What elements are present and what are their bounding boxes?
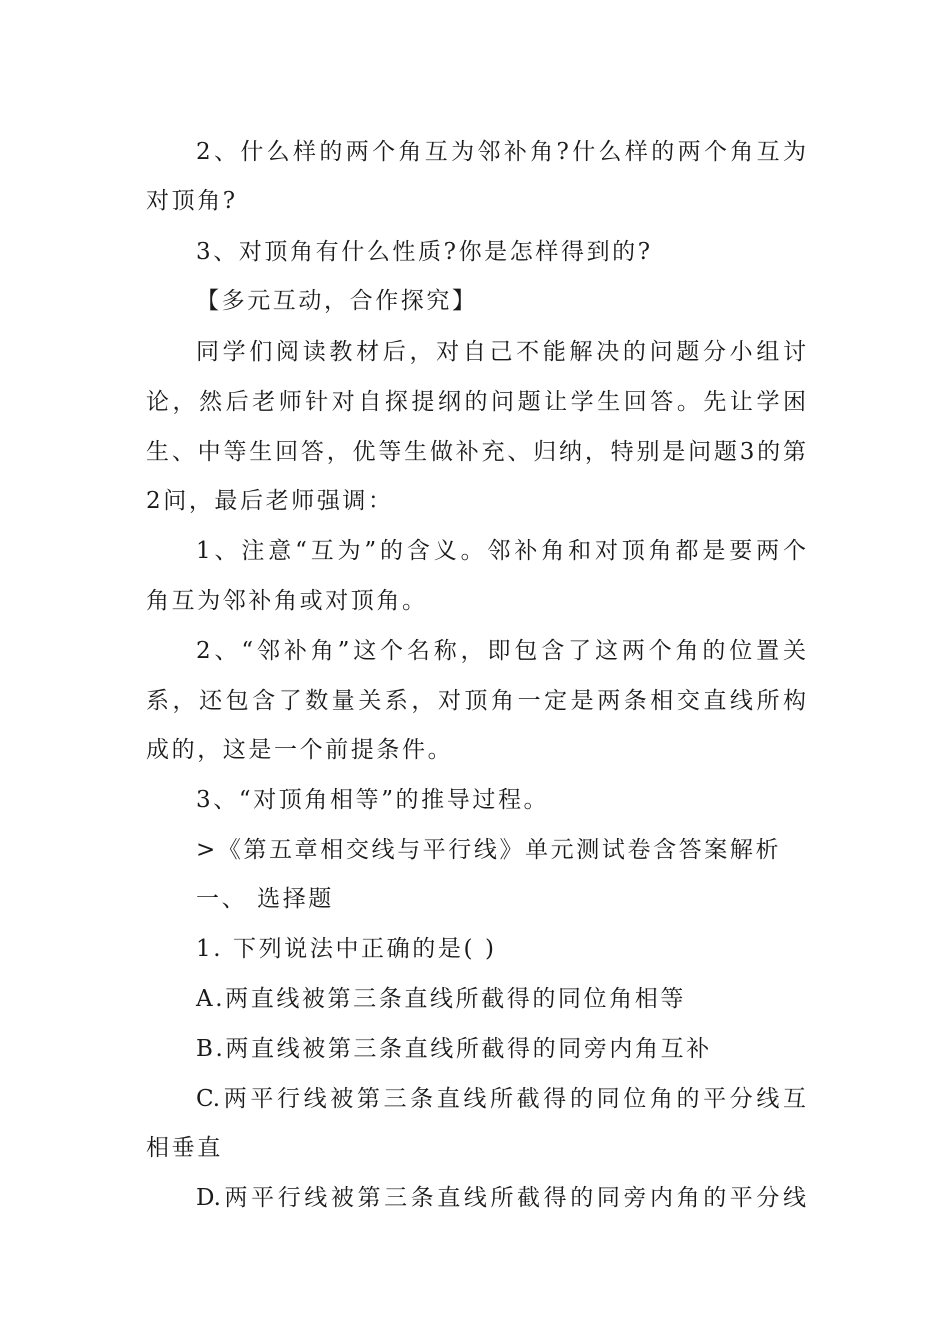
section-heading: 一、 选择题 <box>196 886 334 912</box>
text-line: 2、“邻补角”这个名称，即包含了这两个角的位置关 <box>196 638 806 664</box>
document-title: >《第五章相交线与平行线》单元测试卷含答案解析 <box>196 837 782 863</box>
text-line: 成的，这是一个前提条件。 <box>146 737 454 763</box>
text-line: 角互为邻补角或对顶角。 <box>146 588 428 614</box>
text-line: 2问，最后老师强调： <box>146 488 394 514</box>
section-heading: 【多元互动，合作探究】 <box>196 288 478 314</box>
option-line: 相垂直 <box>146 1135 223 1161</box>
text-line: 3、对顶角有什么性质?你是怎样得到的? <box>196 239 653 265</box>
option-line: D.两平行线被第三条直线所截得的同旁内角的平分线 <box>196 1185 806 1211</box>
text-line: 对顶角? <box>146 188 238 214</box>
option-line: A.两直线被第三条直线所截得的同位角相等 <box>196 986 686 1012</box>
text-line: 3、“对顶角相等”的推导过程。 <box>196 787 550 813</box>
text-line: 系，还包含了数量关系，对顶角一定是两条相交直线所构 <box>146 688 806 714</box>
question-line: 1. 下列说法中正确的是( ) <box>196 936 497 962</box>
text-line: 2、什么样的两个角互为邻补角?什么样的两个角互为 <box>196 139 806 165</box>
text-line: 生、中等生回答，优等生做补充、归纳，特别是问题3的第 <box>146 439 806 465</box>
option-line: B.两直线被第三条直线所截得的同旁内角互补 <box>196 1036 712 1062</box>
text-line: 论，然后老师针对自探提纲的问题让学生回答。先让学困 <box>146 389 806 415</box>
text-line: 1、注意“互为”的含义。邻补角和对顶角都是要两个 <box>196 538 806 564</box>
option-line: C.两平行线被第三条直线所截得的同位角的平分线互 <box>196 1086 806 1112</box>
text-line: 同学们阅读教材后，对自己不能解决的问题分小组讨 <box>196 339 806 365</box>
